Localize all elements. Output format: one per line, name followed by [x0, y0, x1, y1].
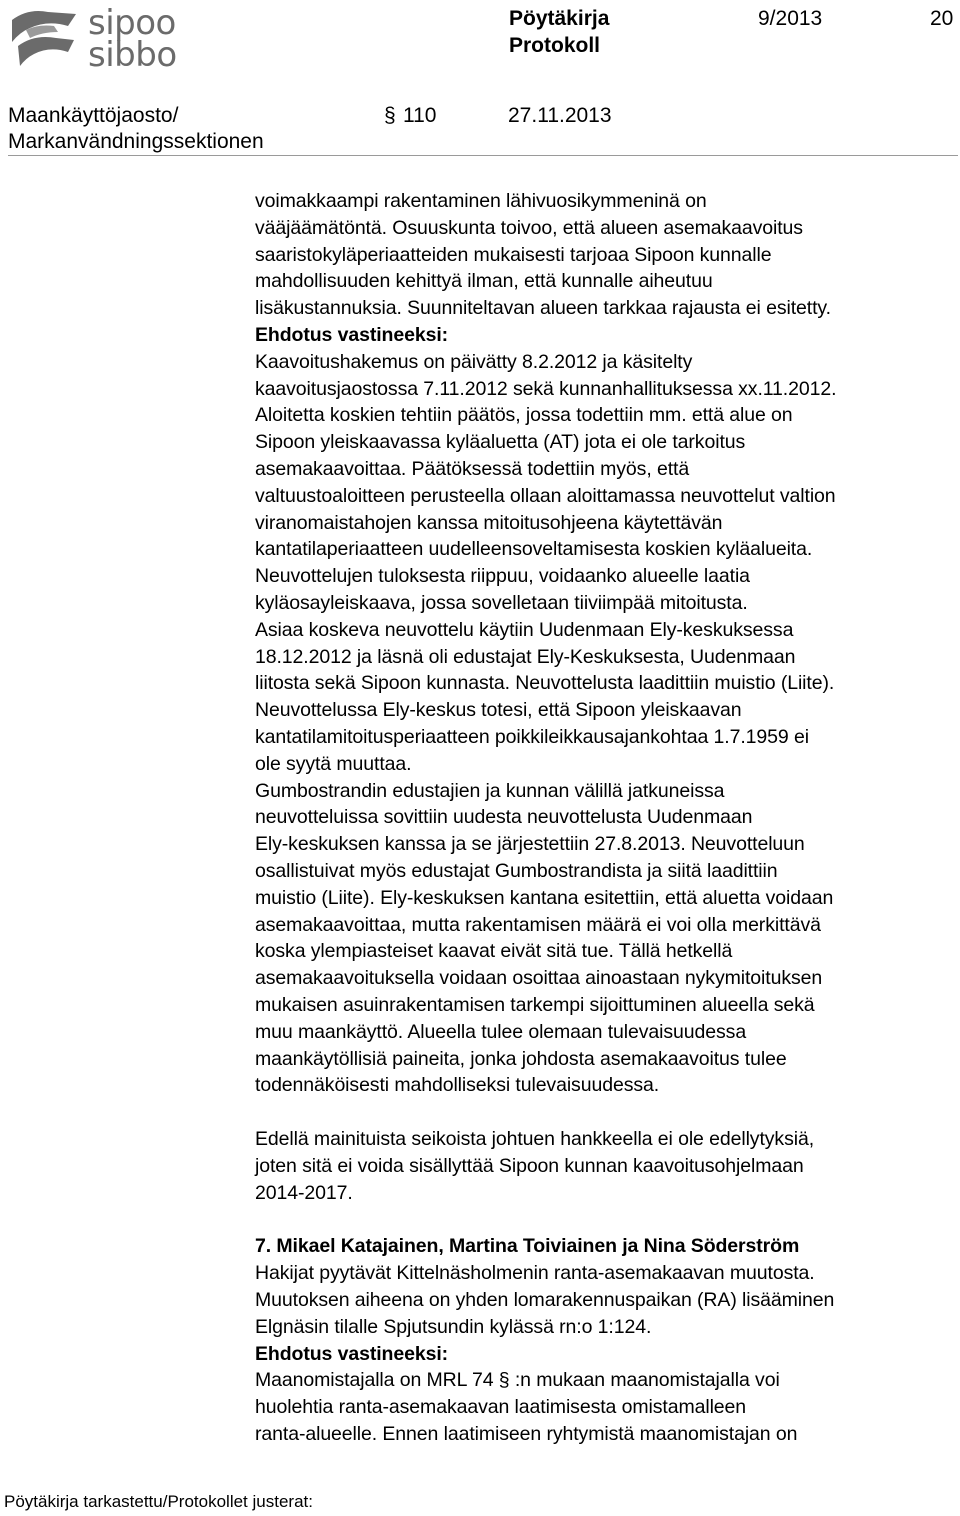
body-text-line: muistio (Liite). Ely-keskuksen kantana esitettiin, että aluetta voidaan: [255, 886, 834, 909]
body-text-line: Sipoon yleiskaavassa kyläaluetta (AT) jota ei ole tarkoitus: [255, 431, 746, 454]
body-text-line: Neuvottelussa Ely-keskus totesi, että Sipoon yleiskaavan: [255, 699, 742, 722]
body-text-line: Aloitetta koskien tehtiin päätös, jossa todettiin mm. että alue on: [255, 404, 793, 427]
body-text-line: asemakaavoittaa, mutta rakentamisen määrä ei voi olla merkittävä: [255, 913, 821, 936]
body-text-line: kaavoitusjaostossa 7.11.2012 sekä kunnanhallituksessa xx.11.2012.: [255, 377, 837, 400]
body-text-line: Edellä mainituista seikoista johtuen hankkeella ei ole edellytyksiä,: [255, 1128, 815, 1151]
body-text-line: Kaavoitushakemus on päivätty 8.2.2012 ja käsitelty: [255, 350, 693, 373]
page-number: 20: [930, 7, 954, 30]
section-number: 110: [403, 104, 437, 127]
body-text-line: asemakaavoituksella voidaan osoittaa ainoastaan nykymitoituksen: [255, 967, 823, 990]
body-text-line: Hakijat pyytävät Kittelnäsholmenin ranta-asemakaavan muutosta.: [255, 1262, 815, 1285]
body-text-line: kantatilaperiaatteen uudelleensoveltamisesta koskien kyläalueita.: [255, 538, 813, 561]
body-text-line: Neuvottelujen tuloksesta riippuu, voidaanko alueelle laatia: [255, 565, 750, 588]
body-text-line: mahdollisuuden kehittyä ilman, että kunnalle aiheutuu: [255, 270, 713, 293]
body-text-line: Muutoksen aiheena on yhden lomarakennuspaikan (RA) lisääminen: [255, 1289, 835, 1312]
body-text-line: ranta-alueelle. Ennen laatimiseen ryhtymistä maanomistajan on: [255, 1423, 798, 1446]
logo-text-fi: sipoo: [88, 3, 176, 43]
body-text-line: lisäkustannuksia. Suunniteltavan alueen tarkkaa rajausta ei esitetty.: [255, 297, 831, 320]
body-heading-line: Ehdotus vastineeksi:: [255, 1342, 449, 1365]
body-text-line: mukaisen asuinrakentamisen tarkempi sijoittuminen alueella sekä: [255, 993, 815, 1016]
body-text-line: osallistuivat myös edustajat Gumbostrandista ja siitä laadittiin: [255, 859, 778, 882]
body-text-line: Maanomistajalla on MRL 74 § :n mukaan maanomistajalla voi: [255, 1369, 780, 1392]
body-text-line: saaristokyläperiaatteiden mukaisesti tarjoaa Sipoon kunnalle: [255, 243, 772, 266]
document-number: 9/2013: [758, 7, 823, 30]
body-text-line: joten sitä ei voida sisällyttää Sipoon kunnan kaavoitusohjelmaan: [255, 1154, 804, 1177]
paragraph-gap: [255, 1099, 955, 1126]
sipoo-sibbo-logo: [8, 3, 258, 75]
body-heading-line: 7. Mikael Katajainen, Martina Toiviainen ja Nina Söderström: [255, 1235, 800, 1258]
body-text-line: koska ylempiasteiset kaavat eivät sitä tue. Tällä hetkellä: [255, 940, 733, 963]
meeting-date: 27.11.2013: [508, 104, 612, 127]
header-divider: [8, 155, 958, 156]
body-text-line: valtuustoaloitteen perusteella ollaan aloittamassa neuvottelut valtion: [255, 484, 836, 507]
body-text-line: 2014-2017.: [255, 1181, 353, 1204]
committee-name-sv: Markanvändningssektionen: [8, 130, 264, 153]
body-text-line: todennäköisesti mahdolliseksi tulevaisuudessa.: [255, 1074, 660, 1097]
section-symbol: §: [384, 104, 396, 127]
body-heading-line: Ehdotus vastineeksi:: [255, 323, 449, 346]
body-text-line: maankäytöllisiä paineita, jonka johdosta asemakaavoitus tulee: [255, 1047, 787, 1070]
body-text-line: muu maankäyttö. Alueella tulee olemaan tulevaisuudessa: [255, 1020, 747, 1043]
paragraph-gap: [255, 1206, 955, 1233]
body-text-line: huolehtia ranta-asemakaavan laatimisesta omistamalleen: [255, 1396, 747, 1419]
body-text-line: vääjäämätöntä. Osuuskunta toivoo, että alueen asemakaavoitus: [255, 216, 803, 239]
body-text-line: asemakaavoittaa. Päätöksessä todettiin myös, että: [255, 457, 690, 480]
body-text-line: kantatilamitoitusperiaatteen poikkileikkausajankohtaa 1.7.1959 ei: [255, 725, 809, 748]
footer-signature-label: Pöytäkirja tarkastettu/Protokollet justerat:: [4, 1492, 313, 1511]
body-text-line: Elgnäsin tilalle Spjutsundin kylässä rn:o 1:124.: [255, 1315, 652, 1338]
body-text-line: kyläosayleiskaava, jossa sovelletaan tiiviimpää mitoitusta.: [255, 591, 748, 614]
body-text-line: Asiaa koskeva neuvottelu käytiin Uudenmaan Ely-keskuksessa: [255, 618, 794, 641]
body-text-line: ole syytä muuttaa.: [255, 752, 412, 775]
logo-text-sv: sibbo: [88, 35, 177, 75]
logo-mark-icon: [8, 6, 80, 68]
body-text-line: Ely-keskuksen kanssa ja se järjestettiin 27.8.2013. Neuvotteluun: [255, 833, 805, 856]
document-type-sv: Protokoll: [509, 34, 601, 57]
body-text-line: liitosta sekä Sipoon kunnasta. Neuvottelusta laadittiin muistio (Liite).: [255, 672, 835, 695]
body-text-line: neuvotteluissa sovittiin uudesta neuvottelusta Uudenmaan: [255, 806, 753, 829]
document-type-fi: Pöytäkirja: [509, 7, 610, 30]
body-text-line: Gumbostrandin edustajien ja kunnan välillä jatkuneissa: [255, 779, 725, 802]
body-text-line: voimakkaampi rakentaminen lähivuosikymmeninä on: [255, 190, 707, 212]
document-body: [255, 188, 955, 1448]
committee-name-fi: Maankäyttöjaosto/: [8, 104, 179, 127]
body-text-line: 18.12.2012 ja läsnä oli edustajat Ely-Keskuksesta, Uudenmaan: [255, 645, 796, 668]
body-text-line: viranomaistahojen kanssa mitoitusohjeena käytettävän: [255, 511, 723, 534]
